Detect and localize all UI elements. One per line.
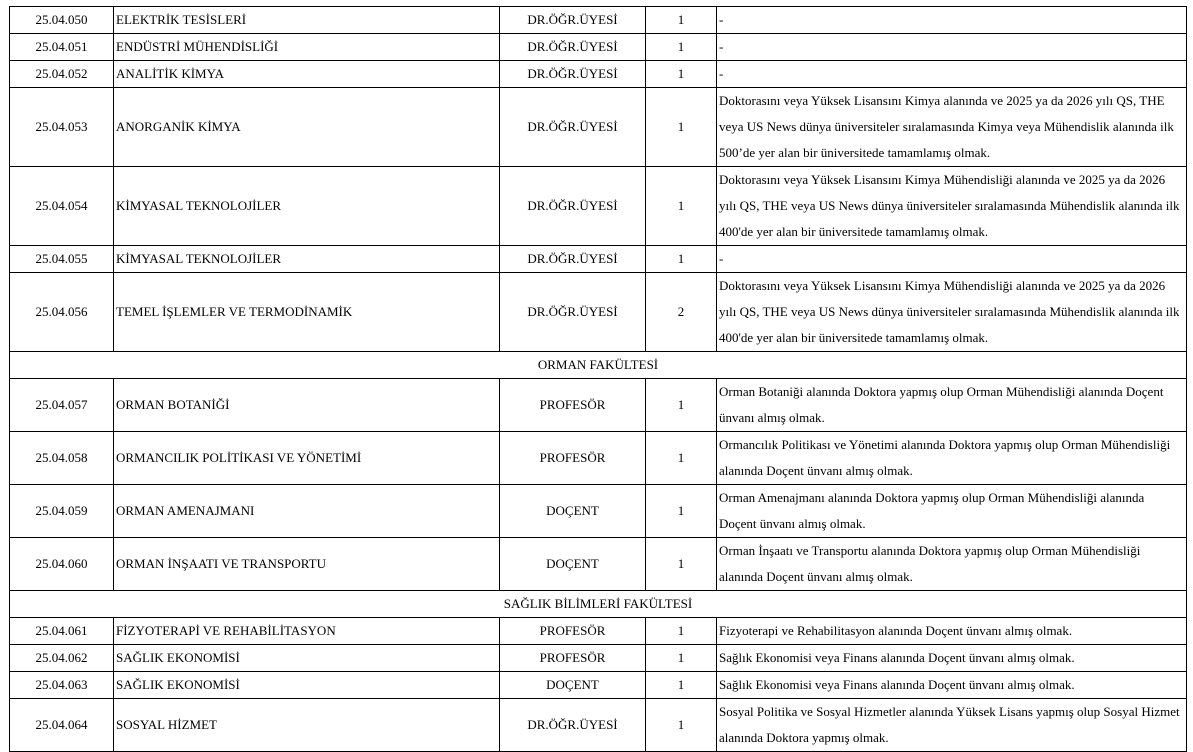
- academic-title-cell: DOÇENT: [500, 538, 646, 591]
- position-count-cell: 1: [646, 7, 717, 34]
- positions-table: [9, 6, 1187, 752]
- position-count-cell: 1: [646, 246, 717, 273]
- position-code-cell: 25.04.063: [10, 672, 114, 699]
- position-code-cell: 25.04.053: [10, 88, 114, 167]
- department-name-cell: ELEKTRİK TESİSLERİ: [114, 7, 500, 34]
- position-count-cell: 1: [646, 485, 717, 538]
- position-code-cell: 25.04.062: [10, 645, 114, 672]
- table-row: [10, 699, 1187, 752]
- position-count-cell: 1: [646, 672, 717, 699]
- position-code-cell: 25.04.052: [10, 61, 114, 88]
- academic-title-cell: PROFESÖR: [500, 618, 646, 645]
- table-row: [10, 88, 1187, 167]
- position-count-cell: 1: [646, 538, 717, 591]
- position-count-cell: 1: [646, 699, 717, 752]
- academic-title-cell: DOÇENT: [500, 485, 646, 538]
- academic-title-cell: DR.ÖĞR.ÜYESİ: [500, 61, 646, 88]
- department-name-cell: ANALİTİK KİMYA: [114, 61, 500, 88]
- department-name-cell: KİMYASAL TEKNOLOJİLER: [114, 167, 500, 246]
- table-row: [10, 432, 1187, 485]
- department-name-cell: ANORGANİK KİMYA: [114, 88, 500, 167]
- table-row: [10, 672, 1187, 699]
- position-code-cell: 25.04.058: [10, 432, 114, 485]
- position-count-cell: 2: [646, 273, 717, 352]
- table-row: [10, 485, 1187, 538]
- academic-title-cell: PROFESÖR: [500, 432, 646, 485]
- academic-title-cell: DR.ÖĞR.ÜYESİ: [500, 699, 646, 752]
- requirement-cell: Doktorasını veya Yüksek Lisansını Kimya alanında ve 2025 ya da 2026 yılı QS, THE veya US News dünya üniversiteler sıralamasında Kimya veya Mühendislik alanında ilk 500’de yer alan bir üniversitede tamamlamış olmak.: [717, 88, 1187, 167]
- academic-title-cell: DR.ÖĞR.ÜYESİ: [500, 246, 646, 273]
- requirement-cell: -: [717, 61, 1187, 88]
- department-name-cell: KİMYASAL TEKNOLOJİLER: [114, 246, 500, 273]
- requirement-cell: Orman İnşaatı ve Transportu alanında Doktora yapmış olup Orman Mühendisliği alanında Doçent ünvanı almış olmak.: [717, 538, 1187, 591]
- table-row: [10, 538, 1187, 591]
- position-count-cell: 1: [646, 61, 717, 88]
- table-row: [10, 61, 1187, 88]
- requirement-cell: Sosyal Politika ve Sosyal Hizmetler alanında Yüksek Lisans yapmış olup Sosyal Hizmet alanında Doktora yapmış olmak.: [717, 699, 1187, 752]
- table-row: [10, 7, 1187, 34]
- position-count-cell: 1: [646, 88, 717, 167]
- table-row: [10, 379, 1187, 432]
- position-code-cell: 25.04.055: [10, 246, 114, 273]
- department-name-cell: SOSYAL HİZMET: [114, 699, 500, 752]
- position-count-cell: 1: [646, 618, 717, 645]
- table-row: [10, 645, 1187, 672]
- table-row: [10, 34, 1187, 61]
- academic-title-cell: DR.ÖĞR.ÜYESİ: [500, 88, 646, 167]
- position-code-cell: 25.04.054: [10, 167, 114, 246]
- faculty-section-label: ORMAN FAKÜLTESİ: [10, 352, 1187, 379]
- requirement-cell: -: [717, 7, 1187, 34]
- requirement-cell: Fizyoterapi ve Rehabilitasyon alanında Doçent ünvanı almış olmak.: [717, 618, 1187, 645]
- faculty-section-row: [10, 591, 1187, 618]
- position-code-cell: 25.04.050: [10, 7, 114, 34]
- requirement-cell: Doktorasını veya Yüksek Lisansını Kimya Mühendisliği alanında ve 2025 ya da 2026 yılı QS, THE veya US News dünya üniversiteler sıralamasında Mühendislik alanında ilk 400'de yer alan bir üniversitede tamamlamış olmak.: [717, 273, 1187, 352]
- table-row: [10, 167, 1187, 246]
- position-code-cell: 25.04.061: [10, 618, 114, 645]
- position-code-cell: 25.04.064: [10, 699, 114, 752]
- department-name-cell: ORMAN BOTANİĞİ: [114, 379, 500, 432]
- department-name-cell: SAĞLIK EKONOMİSİ: [114, 672, 500, 699]
- position-code-cell: 25.04.060: [10, 538, 114, 591]
- requirement-cell: Sağlık Ekonomisi veya Finans alanında Doçent ünvanı almış olmak.: [717, 672, 1187, 699]
- requirement-cell: Doktorasını veya Yüksek Lisansını Kimya Mühendisliği alanında ve 2025 ya da 2026 yılı QS, THE veya US News dünya üniversiteler sıralamasında Mühendislik alanında ilk 400'de yer alan bir üniversitede tamamlamış olmak.: [717, 167, 1187, 246]
- requirement-cell: Ormancılık Politikası ve Yönetimi alanında Doktora yapmış olup Orman Mühendisliği alanında Doçent ünvanı almış olmak.: [717, 432, 1187, 485]
- academic-title-cell: DR.ÖĞR.ÜYESİ: [500, 273, 646, 352]
- faculty-section-row: [10, 352, 1187, 379]
- academic-title-cell: PROFESÖR: [500, 379, 646, 432]
- requirement-cell: -: [717, 246, 1187, 273]
- academic-title-cell: DR.ÖĞR.ÜYESİ: [500, 34, 646, 61]
- position-count-cell: 1: [646, 167, 717, 246]
- position-code-cell: 25.04.056: [10, 273, 114, 352]
- position-code-cell: 25.04.057: [10, 379, 114, 432]
- academic-title-cell: DOÇENT: [500, 672, 646, 699]
- table-row: [10, 246, 1187, 273]
- faculty-section-label: SAĞLIK BİLİMLERİ FAKÜLTESİ: [10, 591, 1187, 618]
- academic-title-cell: DR.ÖĞR.ÜYESİ: [500, 167, 646, 246]
- requirement-cell: Sağlık Ekonomisi veya Finans alanında Doçent ünvanı almış olmak.: [717, 645, 1187, 672]
- department-name-cell: ENDÜSTRİ MÜHENDİSLİĞİ: [114, 34, 500, 61]
- positions-table-body: [10, 7, 1187, 752]
- position-count-cell: 1: [646, 432, 717, 485]
- position-count-cell: 1: [646, 645, 717, 672]
- position-count-cell: 1: [646, 379, 717, 432]
- requirement-cell: -: [717, 34, 1187, 61]
- table-row: [10, 273, 1187, 352]
- department-name-cell: ORMAN AMENAJMANI: [114, 485, 500, 538]
- department-name-cell: ORMAN İNŞAATI VE TRANSPORTU: [114, 538, 500, 591]
- position-code-cell: 25.04.051: [10, 34, 114, 61]
- requirement-cell: Orman Botaniği alanında Doktora yapmış olup Orman Mühendisliği alanında Doçent ünvanı almış olmak.: [717, 379, 1187, 432]
- academic-title-cell: PROFESÖR: [500, 645, 646, 672]
- requirement-cell: Orman Amenajmanı alanında Doktora yapmış olup Orman Mühendisliği alanında Doçent ünvanı almış olmak.: [717, 485, 1187, 538]
- position-count-cell: 1: [646, 34, 717, 61]
- department-name-cell: SAĞLIK EKONOMİSİ: [114, 645, 500, 672]
- department-name-cell: ORMANCILIK POLİTİKASI VE YÖNETİMİ: [114, 432, 500, 485]
- position-code-cell: 25.04.059: [10, 485, 114, 538]
- department-name-cell: FİZYOTERAPİ VE REHABİLİTASYON: [114, 618, 500, 645]
- academic-title-cell: DR.ÖĞR.ÜYESİ: [500, 7, 646, 34]
- table-row: [10, 618, 1187, 645]
- department-name-cell: TEMEL İŞLEMLER VE TERMODİNAMİK: [114, 273, 500, 352]
